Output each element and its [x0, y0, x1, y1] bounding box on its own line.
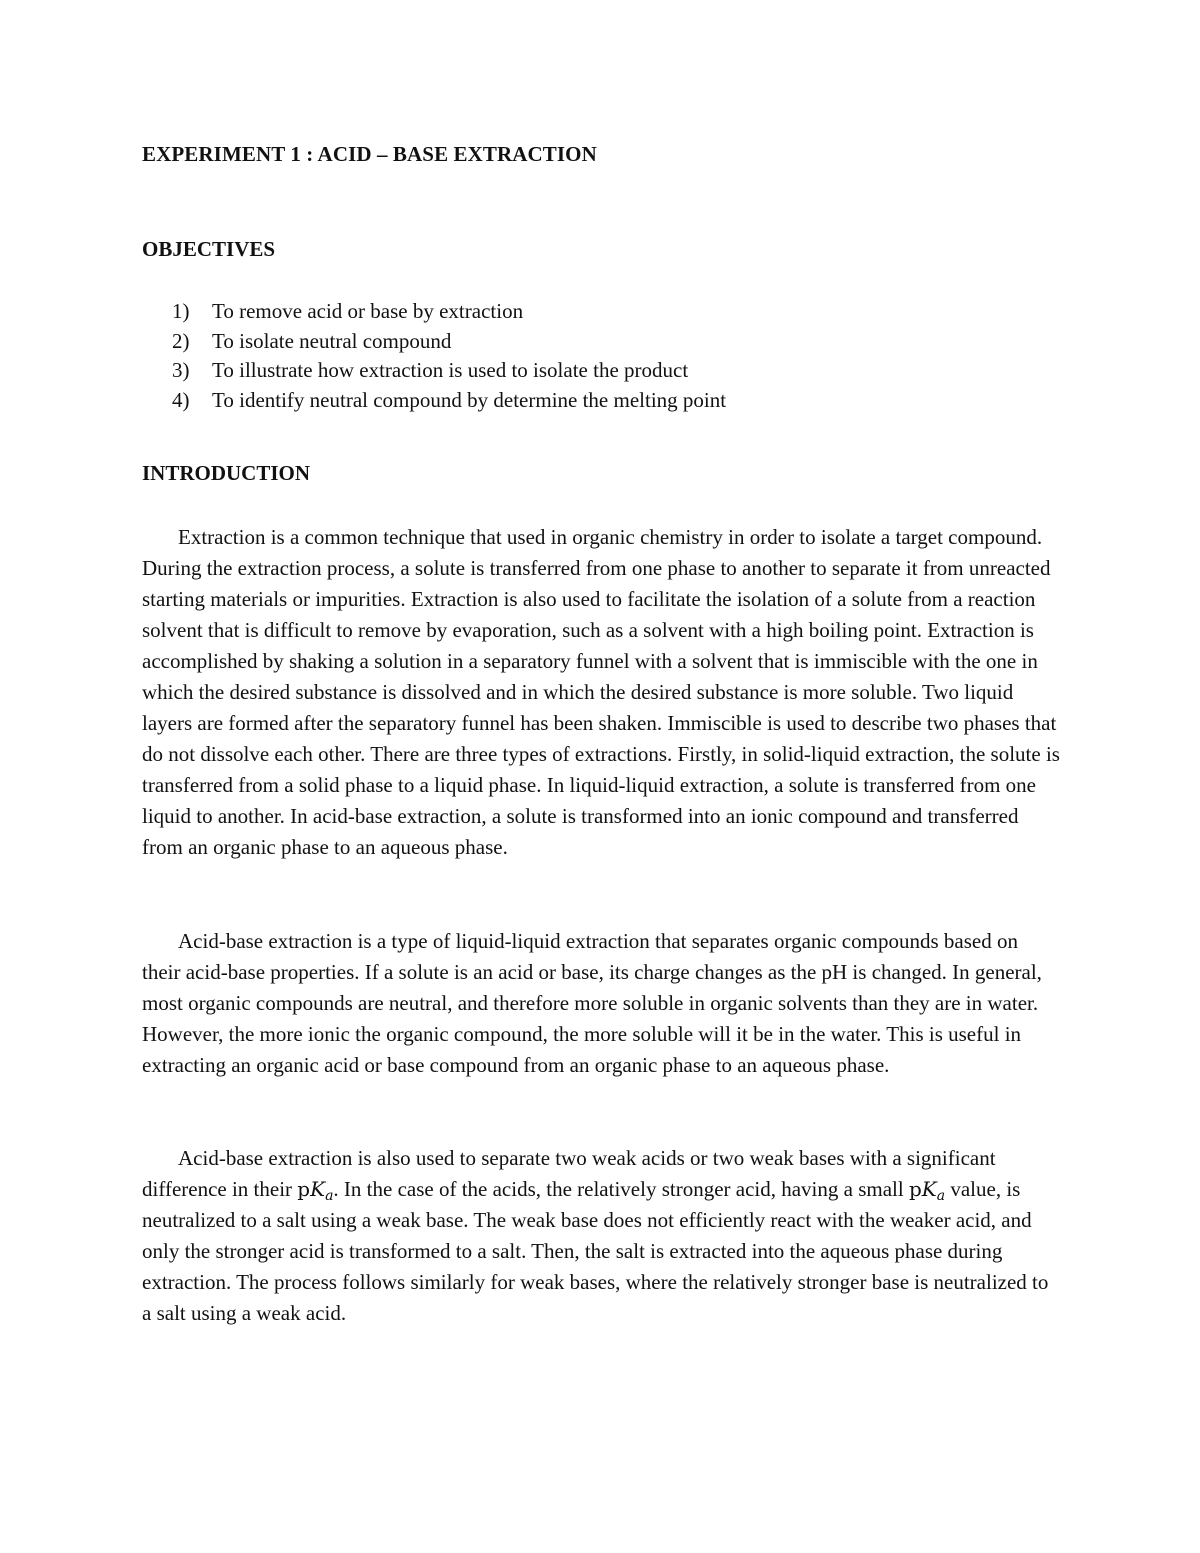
- pka-subscript: a: [936, 1188, 946, 1204]
- introduction-paragraph-2: Acid-base extraction is a type of liquid-liquid extraction that separates organic compounds based on their acid-base properties. If a solute is an acid or base, its charge changes as the pH is changed. In general, most organic compounds are neutral, and therefore more soluble in organic solvents than they are in water. However, the more ionic the organic compound, the more soluble will it be in the water. This is useful in extracting an organic acid or base compound from an organic phase to an aqueous phase.: [142, 929, 1042, 1077]
- introduction-heading: INTRODUCTION: [142, 461, 311, 485]
- document-title: EXPERIMENT 1 : ACID – BASE EXTRACTION: [142, 142, 597, 166]
- list-item: [172, 327, 1072, 357]
- objectives-list: [172, 297, 1072, 415]
- pka-symbol: [297, 1177, 334, 1204]
- list-item-number: 3): [172, 358, 190, 382]
- list-item: [172, 356, 1072, 386]
- paragraph-text: Acid-base extraction is also used to separate two weak acids or two weak bases with a significant difference in their: [142, 1146, 996, 1201]
- pka-p: p: [297, 1177, 311, 1201]
- list-item-text: To identify neutral compound by determine the melting point: [212, 387, 727, 412]
- pka-k: K: [310, 1177, 326, 1201]
- list-item-text: To isolate neutral compound: [212, 328, 452, 353]
- paragraph-text: value, is neutralized to a salt using a weak base. The weak base does not efficiently react with the weaker acid, and only the stronger acid is transformed to a salt. Then, the salt is extracted into the aqueous phase during extraction. The process follows similarly for weak bases, where the relatively stronger base is neutralized to a salt using a weak acid.: [142, 1177, 1049, 1325]
- pka-p: p: [908, 1177, 922, 1201]
- introduction-paragraph-3: [142, 1143, 1060, 1329]
- pka-symbol: [908, 1177, 946, 1204]
- list-item-text: To illustrate how extraction is used to isolate the product: [212, 358, 689, 382]
- pka-subscript: a: [325, 1188, 334, 1204]
- pka-k: K: [921, 1177, 937, 1201]
- list-item-number: 4): [172, 387, 190, 412]
- list-item-text: To remove acid or base by extraction: [212, 299, 524, 323]
- list-item-number: 2): [172, 328, 190, 353]
- objectives-heading: OBJECTIVES: [142, 237, 276, 261]
- list-item: [172, 386, 1072, 416]
- introduction-paragraph-1: Extraction is a common technique that used in organic chemistry in order to isolate a target compound. During the extraction process, a solute is transferred from one phase to another to separate it from unreacted starting materials or impurities. Extraction is also used to facilitate the isolation of a solute from a reaction solvent that is difficult to remove by evaporation, such as a solvent with a high boiling point. Extraction is accomplished by shaking a solution in a separatory funnel with a solvent that is immiscible with the one in which the desired substance is dissolved and in which the desired substance is more soluble. Two liquid layers are formed after the separatory funnel has been shaken. Immiscible is used to describe two phases that do not dissolve each other. There are three types of extractions. Firstly, in solid-liquid extraction, the solute is transferred from a solid phase to a liquid phase. In liquid-liquid extraction, a solute is transferred from one liquid to another. In acid-base extraction, a solute is transformed into an ionic compound and transferred from an organic phase to an aqueous phase.: [142, 525, 1060, 859]
- list-item: [172, 297, 1072, 327]
- paragraph-text: . In the case of the acids, the relatively stronger acid, having a small: [333, 1177, 909, 1201]
- list-item-number: 1): [172, 299, 190, 323]
